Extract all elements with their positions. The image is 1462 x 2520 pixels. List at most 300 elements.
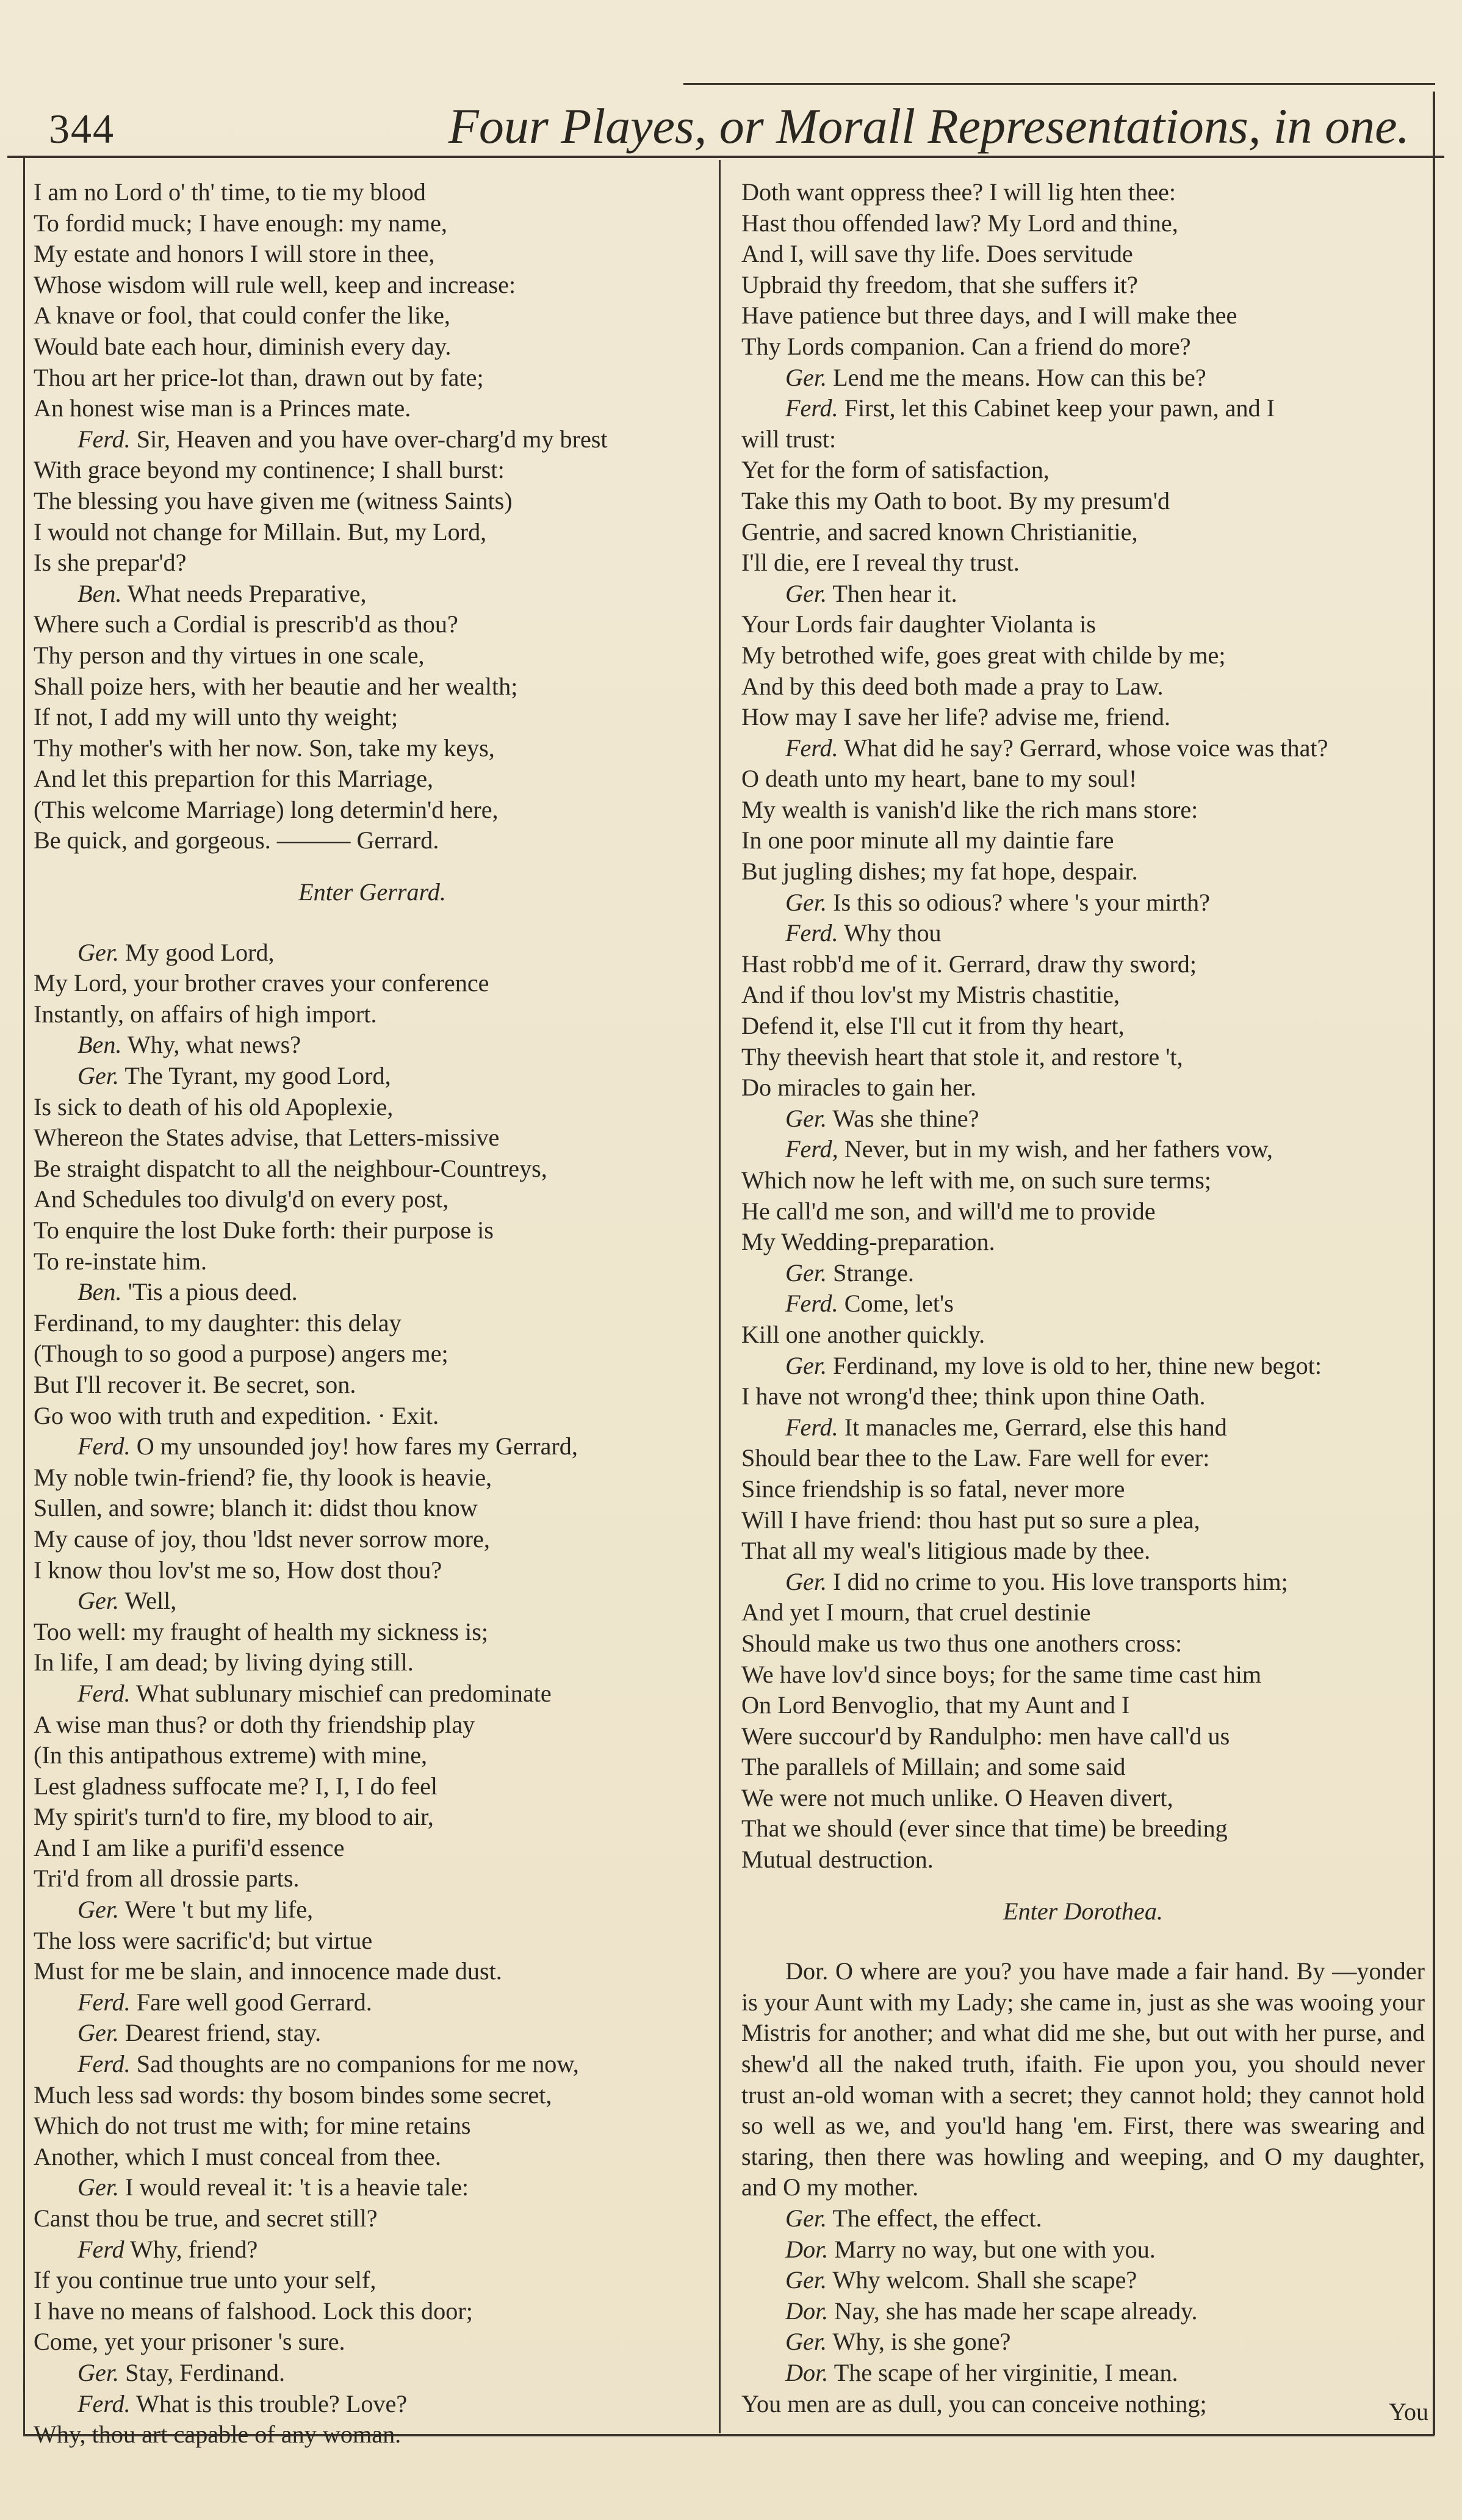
- verse-line: [34, 2142, 711, 2173]
- verse-line: [77, 579, 711, 610]
- line-text: Well,: [124, 1587, 177, 1615]
- line-text: Which do not trust me with; for mine retains: [34, 2112, 471, 2140]
- speaker-name: Ben.: [77, 1031, 122, 1059]
- verse-line: [741, 1072, 1425, 1103]
- verse-line: [785, 2234, 1425, 2265]
- verse-line: [34, 517, 711, 548]
- line-text: Go woo with truth and expedition. · Exit.: [34, 1401, 439, 1429]
- line-text: We have lov'd since boys; for the same time cast him: [741, 1660, 1262, 1688]
- verse-line: [77, 1678, 711, 1709]
- line-text: Strange.: [833, 1258, 914, 1287]
- line-text: Why welcom. Shall she scape?: [832, 2266, 1137, 2294]
- line-text: Thou art her price-lot than, drawn out by fate;: [34, 363, 484, 391]
- running-title: Four Playes, or Morall Representations, in one.: [448, 98, 1410, 154]
- verse-line: [741, 1628, 1425, 1659]
- verse-line: [741, 208, 1425, 239]
- speaker-name: Ger.: [785, 1351, 827, 1379]
- verse-line: [34, 1524, 711, 1555]
- verse-line: [77, 937, 711, 969]
- speaker-name: Ferd.: [785, 1290, 838, 1318]
- line-text: 'Tis a pious deed.: [128, 1278, 298, 1306]
- verse-line: [34, 208, 711, 239]
- speaker-name: Ferd: [77, 2235, 124, 2263]
- speaker-name: Ferd.: [77, 2050, 131, 2078]
- line-text: What needs Preparative,: [127, 579, 367, 607]
- line-text: I have no means of falshood. Lock this door;: [34, 2297, 473, 2325]
- verse-line: [34, 486, 711, 517]
- speaker-name: Ben.: [77, 579, 122, 607]
- line-text: My betrothed wife, goes great with childe by me;: [741, 641, 1226, 669]
- verse-line: [785, 1103, 1425, 1135]
- line-text: The parallels of Millain; and some said: [741, 1753, 1126, 1781]
- verse-line: [741, 671, 1425, 702]
- verse-line: [785, 1412, 1425, 1443]
- line-text: With grace beyond my continence; I shall burst:: [34, 456, 505, 484]
- line-text: Much less sad words: thy bosom bindes some secret,: [34, 2081, 552, 2109]
- verse-line: [34, 2080, 711, 2111]
- verse-line: [785, 887, 1425, 919]
- prose-paragraph: Dor. O where are you? you have made a fair hand. By —yonder is your Aunt with my Lady; she came in, just as she was wooing your Mistris for another; and what did me she, but out with her purse, and shew'd all the naked truth, ifaith. Fie upon you, you should never trust an-old woman with a secret; they cannot hold; they cannot hold so well as we, and you'ld hang 'em. First, there was swearing and staring, then there was howling and weeping, and O my daughter, and O my mother.: [741, 1957, 1425, 2201]
- line-text: Thy Lords companion. Can a friend do more?: [741, 332, 1191, 360]
- line-text: And let this prepartion for this Marriage,: [34, 765, 434, 793]
- line-text: The scape of her virginitie, I mean.: [834, 2358, 1178, 2386]
- line-text: What is this trouble? Love?: [136, 2389, 408, 2417]
- verse-line: [34, 1617, 711, 1648]
- line-text: Sad thoughts are no companions for me now,: [136, 2050, 579, 2078]
- verse-line: [77, 2018, 711, 2049]
- verse-line: [741, 1165, 1425, 1196]
- verse-line: [34, 1092, 711, 1123]
- verse-line: [34, 300, 711, 331]
- verse-line: [741, 1813, 1425, 1844]
- verse-line: [741, 486, 1425, 517]
- line-text: How may I save her life? advise me, friend.: [741, 703, 1171, 731]
- speaker-name: Ger.: [77, 1587, 120, 1615]
- line-text: Kill one another quickly.: [741, 1320, 985, 1348]
- verse-line: [741, 949, 1425, 980]
- line-text: Tri'd from all drossie parts.: [34, 1865, 300, 1893]
- line-text: The effect, the effect.: [832, 2204, 1042, 2232]
- line-text: Ferdinand, to my daughter: this delay: [34, 1309, 402, 1337]
- verse-line: [77, 1277, 711, 1308]
- line-text: O death unto my heart, bane to my soul!: [741, 765, 1137, 793]
- line-text: Canst thou be true, and secret still?: [34, 2204, 378, 2232]
- speaker-name: Dor.: [785, 2235, 829, 2263]
- speaker-name: Ger.: [785, 579, 827, 607]
- line-text: My good Lord,: [125, 938, 275, 966]
- speaker-name: Ger.: [785, 2204, 827, 2232]
- line-text: Which now he left with me, on such sure terms;: [741, 1166, 1212, 1194]
- line-text: Come, let's: [844, 1290, 954, 1318]
- verse-line: [785, 1258, 1425, 1289]
- verse-line: [741, 1443, 1425, 1474]
- verse-line: [34, 2265, 711, 2296]
- line-text: Doth want oppress thee? I will lig hten thee:: [741, 178, 1176, 206]
- line-text: The loss were sacrific'd; but virtue: [34, 1926, 373, 1954]
- line-text: To fordid muck; I have enough: my name,: [34, 209, 447, 237]
- verse-line: [785, 1288, 1425, 1320]
- line-text: A knave or fool, that could confer the like,: [34, 301, 450, 330]
- verse-line: [34, 1122, 711, 1153]
- line-text: Lend me the means. How can this be?: [833, 363, 1206, 391]
- line-text: My Lord, your brother craves your conference: [34, 969, 489, 997]
- line-text: An honest wise man is a Princes mate.: [34, 394, 411, 422]
- verse-line: [34, 1153, 711, 1185]
- line-text: Hast robb'd me of it. Gerrard, draw thy sword;: [741, 950, 1197, 978]
- verse-line: [741, 640, 1425, 671]
- line-text: But I'll recover it. Be secret, son.: [34, 1370, 356, 1398]
- line-text: Whereon the States advise, that Letters-missive: [34, 1124, 500, 1152]
- verse-line: [34, 1462, 711, 1493]
- verse-line: [741, 1505, 1425, 1536]
- verse-line: [34, 2110, 711, 2142]
- line-text: Upbraid thy freedom, that she suffers it?: [741, 270, 1138, 298]
- line-text: Yet for the form of satisfaction,: [741, 456, 1050, 484]
- verse-line: [785, 2358, 1425, 2389]
- speaker-name: Dor.: [785, 2358, 829, 2386]
- line-text: will trust:: [741, 425, 837, 453]
- line-text: You men are as dull, you can conceive nothing;: [741, 2389, 1207, 2417]
- line-text: Mutual destruction.: [741, 1846, 934, 1874]
- verse-line: [741, 609, 1425, 640]
- line-text: Since friendship is so fatal, never more: [741, 1475, 1125, 1503]
- speaker-name: Ger.: [77, 1896, 120, 1924]
- line-text: O my unsounded joy! how fares my Gerrard,: [136, 1432, 578, 1460]
- line-text: And I am like a purifi'd essence: [34, 1833, 345, 1861]
- verse-line: [741, 331, 1425, 363]
- verse-line: [34, 547, 711, 579]
- line-text: Would bate each hour, diminish every day.: [34, 332, 452, 360]
- line-text: It manacles me, Gerrard, else this hand: [844, 1413, 1227, 1441]
- verse-line: [34, 1308, 711, 1339]
- line-text: Thy mother's with her now. Son, take my keys,: [34, 734, 495, 762]
- line-text: Is sick to death of his old Apoplexie,: [34, 1092, 394, 1121]
- line-text: He call'd me son, and will'd me to provide: [741, 1197, 1156, 1225]
- verse-line: [741, 547, 1425, 579]
- verse-line: [34, 177, 711, 208]
- verse-line: [34, 455, 711, 486]
- verse-line: [741, 1721, 1425, 1752]
- speaker-name: Ger.: [785, 2266, 827, 2294]
- verse-line: [785, 1351, 1425, 1382]
- line-text: Instantly, on affairs of high import.: [34, 1000, 377, 1028]
- line-text: Sullen, and sowre; blanch it: didst thou know: [34, 1494, 478, 1522]
- verse-line: [741, 856, 1425, 887]
- line-text: What did he say? Gerrard, whose voice was that?: [844, 734, 1328, 762]
- verse-line: [34, 640, 711, 671]
- verse-line: [741, 1690, 1425, 1721]
- speaker-name: Ger.: [785, 1567, 827, 1595]
- verse-line: [77, 1061, 711, 1092]
- verse-line: [785, 2296, 1425, 2327]
- line-text: To re-instate him.: [34, 1247, 207, 1275]
- line-text: Another, which I must conceal from thee.: [34, 2142, 441, 2170]
- line-text: And by this deed both made a pray to Law.: [741, 672, 1164, 700]
- stage-direction: Enter Dorothea.: [1003, 1897, 1163, 1925]
- verse-line: [741, 1320, 1425, 1351]
- line-text: In one poor minute all my daintie fare: [741, 826, 1114, 854]
- verse-line: [77, 2172, 711, 2203]
- line-text: Have patience but three days, and I will make thee: [741, 301, 1237, 330]
- verse-line: [785, 393, 1425, 424]
- verse-line: [34, 1401, 711, 1432]
- verse-line: [34, 2296, 711, 2327]
- line-text: Ferdinand, my love is old to her, thine new begot:: [833, 1351, 1322, 1379]
- line-text: I would reveal it: 't is a heavie tale:: [125, 2173, 469, 2201]
- line-text: Gentrie, and sacred known Christianitie,: [741, 518, 1138, 546]
- speaker-name: Ferd.: [785, 1413, 838, 1441]
- line-text: Was she thine?: [832, 1104, 979, 1132]
- line-text: My wealth is vanish'd like the rich mans store:: [741, 795, 1198, 823]
- speaker-name: Ger.: [785, 888, 827, 916]
- verse-line: [34, 1184, 711, 1215]
- line-text: Be quick, and gorgeous. ——— Gerrard.: [34, 826, 439, 854]
- verse-line: [741, 424, 1425, 455]
- verse-line: [785, 1134, 1425, 1165]
- verse-line: [741, 455, 1425, 486]
- speaker-name: Ben.: [77, 1278, 122, 1306]
- verse-line: [34, 733, 711, 764]
- verse-line: [741, 1597, 1425, 1628]
- verse-line: [34, 1493, 711, 1524]
- speaker-name: Ger.: [785, 363, 827, 391]
- verse-line: [741, 764, 1425, 795]
- verse-line: [34, 363, 711, 394]
- verse-line: [34, 393, 711, 424]
- right-text-column: [741, 177, 1425, 2419]
- verse-line: [34, 671, 711, 702]
- speaker-name: Ger.: [77, 2173, 120, 2201]
- line-text: Come, yet your prisoner 's sure.: [34, 2328, 345, 2356]
- verse-line: [34, 764, 711, 795]
- verse-line: [785, 579, 1425, 610]
- stage-direction: Enter Gerrard.: [298, 878, 446, 906]
- verse-line: [77, 424, 711, 455]
- line-text: In life, I am dead; by living dying still.: [34, 1648, 414, 1677]
- line-text: Thy theevish heart that stole it, and restore 't,: [741, 1042, 1183, 1070]
- verse-line: [34, 1802, 711, 1833]
- page-number: 344: [49, 106, 115, 152]
- line-text: Nay, she has made her scape already.: [834, 2297, 1198, 2325]
- line-text: Defend it, else I'll cut it from thy heart,: [741, 1012, 1125, 1040]
- verse-line: [741, 2389, 1425, 2420]
- line-text: And Schedules too divulg'd on every post,: [34, 1185, 449, 1213]
- verse-line: [77, 2049, 711, 2080]
- line-text: Must for me be slain, and innocence made dust.: [34, 1957, 502, 1985]
- verse-line: [34, 1647, 711, 1678]
- verse-line: [741, 239, 1425, 270]
- verse-line: [741, 795, 1425, 826]
- speaker-name: Ferd.: [785, 394, 838, 422]
- verse-line: [741, 1844, 1425, 1876]
- line-text: If not, I add my will unto thy weight;: [34, 703, 398, 731]
- verse-line: [34, 1740, 711, 1771]
- speaker-name: Ger.: [785, 1258, 827, 1287]
- verse-line: [785, 2203, 1425, 2234]
- line-text: But jugling dishes; my fat hope, despair.: [741, 857, 1138, 886]
- line-text: Why, thou art capable of any woman.: [34, 2421, 402, 2449]
- verse-line: [741, 1659, 1425, 1691]
- line-text: Sir, Heaven and you have over-charg'd my brest: [136, 425, 608, 453]
- verse-line: [785, 2327, 1425, 2358]
- speaker-name: Ger.: [77, 938, 120, 966]
- line-text: And yet I mourn, that cruel destinie: [741, 1598, 1091, 1626]
- verse-line: [741, 1381, 1425, 1412]
- line-text: Too well: my fraught of health my sickness is;: [34, 1617, 488, 1645]
- line-text: (This welcome Marriage) long determin'd here,: [34, 795, 499, 823]
- line-text: Why thou: [844, 919, 942, 947]
- left-text-column: [34, 177, 711, 2450]
- verse-line: [741, 517, 1425, 548]
- verse-line: [741, 1752, 1425, 1783]
- header-rule: [7, 156, 1444, 158]
- line-text: Were succour'd by Randulpho: men have call'd us: [741, 1722, 1230, 1750]
- verse-line: [741, 825, 1425, 856]
- speaker-name: Ferd.: [77, 1679, 131, 1707]
- speaker-name: Ger.: [785, 1104, 827, 1132]
- verse-line: [741, 270, 1425, 301]
- line-text: Shall poize hers, with her beautie and her wealth;: [34, 672, 518, 700]
- verse-line: [34, 999, 711, 1030]
- verse-line: [741, 980, 1425, 1011]
- line-text: Take this my Oath to boot. By my presum'd: [741, 486, 1170, 514]
- line-text: Will I have friend: thou hast put so sure a plea,: [741, 1506, 1200, 1534]
- verse-line: [77, 2234, 711, 2265]
- verse-line: [785, 918, 1425, 949]
- line-text: Should make us two thus one anothers cross:: [741, 1629, 1183, 1657]
- speaker-name: Ferd,: [785, 1135, 838, 1163]
- verse-line: [77, 1894, 711, 1926]
- verse-line: [741, 1474, 1425, 1505]
- speaker-name: Ger.: [785, 2328, 827, 2356]
- line-text: Then hear it.: [832, 579, 957, 607]
- line-text: What sublunary mischief can predominate: [136, 1679, 552, 1707]
- verse-line: [34, 1771, 711, 1802]
- speaker-name: Ger.: [77, 2019, 120, 2047]
- line-text: I know thou lov'st me so, How dost thou?: [34, 1556, 442, 1584]
- line-text: Hast thou offended law? My Lord and thine,: [741, 209, 1178, 237]
- verse-line: [34, 702, 711, 733]
- line-text: That all my weal's litigious made by thee.: [741, 1537, 1151, 1565]
- line-text: Should bear thee to the Law. Fare well for ever:: [741, 1444, 1210, 1472]
- verse-line: [741, 1011, 1425, 1042]
- verse-line: [34, 1956, 711, 1987]
- verse-line: [34, 795, 711, 826]
- verse-line: [34, 1863, 711, 1894]
- speaker-name: Dor.: [785, 2297, 829, 2325]
- verse-line: [34, 270, 711, 301]
- line-text: I'll die, ere I reveal thy trust.: [741, 549, 1020, 577]
- line-text: Stay, Ferdinand.: [125, 2358, 286, 2386]
- line-text: Where such a Cordial is prescrib'd as thou?: [34, 610, 458, 638]
- speaker-name: Ger.: [77, 2358, 120, 2386]
- speaker-name: Ger.: [77, 1062, 120, 1090]
- column-divider: [719, 160, 721, 2433]
- line-text: Thy person and thy virtues in one scale,: [34, 641, 425, 669]
- line-text: I would not change for Millain. But, my Lord,: [34, 518, 487, 546]
- verse-line: [34, 331, 711, 363]
- line-text: My spirit's turn'd to fire, my blood to air,: [34, 1803, 434, 1831]
- line-text: First, let this Cabinet keep your pawn, and I: [844, 394, 1275, 422]
- line-text: On Lord Benvoglio, that my Aunt and I: [741, 1691, 1130, 1719]
- line-text: And I, will save thy life. Does servitude: [741, 240, 1133, 268]
- speaker-name: Ferd.: [785, 919, 838, 947]
- left-border: [23, 157, 25, 2436]
- verse-line: [77, 1586, 711, 1617]
- verse-line: [741, 1227, 1425, 1258]
- verse-line: [741, 1042, 1425, 1073]
- verse-line: [34, 825, 711, 856]
- line-text: I did no crime to you. His love transports him;: [833, 1567, 1288, 1595]
- verse-line: [34, 968, 711, 999]
- line-text: Why, what news?: [127, 1031, 301, 1059]
- verse-line: [34, 1370, 711, 1401]
- verse-line: [741, 177, 1425, 208]
- speaker-name: Ferd.: [77, 1432, 131, 1460]
- line-text: I have not wrong'd thee; think upon thine Oath.: [741, 1382, 1206, 1410]
- verse-line: [34, 1338, 711, 1370]
- verse-line: [741, 1783, 1425, 1814]
- line-text: Dearest friend, stay.: [125, 2019, 322, 2047]
- line-text: We were not much unlike. O Heaven divert,: [741, 1783, 1173, 1811]
- line-text: Do miracles to gain her.: [741, 1074, 977, 1102]
- verse-line: [34, 2419, 711, 2450]
- line-text: Is this so odious? where 's your mirth?: [833, 888, 1210, 916]
- verse-line: [741, 300, 1425, 331]
- verse-line: [34, 1833, 711, 1864]
- verse-line: [34, 239, 711, 270]
- line-text: Fare well good Gerrard.: [136, 1988, 372, 2016]
- line-text: The Tyrant, my good Lord,: [124, 1062, 391, 1090]
- line-text: Were 't but my life,: [124, 1896, 314, 1924]
- verse-line: [34, 1246, 711, 1277]
- line-text: My Wedding-preparation.: [741, 1228, 995, 1256]
- verse-line: [34, 1215, 711, 1246]
- line-text: That we should (ever since that time) be breeding: [741, 1814, 1228, 1843]
- line-text: Is she prepar'd?: [34, 549, 187, 577]
- verse-line: [34, 2327, 711, 2358]
- verse-line: [34, 609, 711, 640]
- line-text: To enquire the lost Duke forth: their purpose is: [34, 1216, 494, 1244]
- line-text: If you continue true unto your self,: [34, 2266, 376, 2294]
- verse-line: [34, 1709, 711, 1741]
- line-text: My cause of joy, thou 'ldst never sorrow more,: [34, 1525, 490, 1553]
- verse-line: [741, 1196, 1425, 1227]
- line-text: A wise man thus? or doth thy friendship play: [34, 1710, 475, 1738]
- line-text: Why, is she gone?: [832, 2328, 1011, 2356]
- page-header: [24, 92, 1428, 159]
- verse-line: [741, 702, 1425, 733]
- line-text: My noble twin-friend? fie, thy loook is heavie,: [34, 1463, 492, 1491]
- speaker-name: Ferd.: [77, 2389, 131, 2417]
- verse-line: [77, 1030, 711, 1061]
- verse-line: [785, 1567, 1425, 1598]
- speaker-name: Ferd.: [785, 734, 838, 762]
- verse-line: [34, 1926, 711, 1957]
- line-text: Whose wisdom will rule well, keep and increase:: [34, 270, 516, 298]
- verse-line: [34, 1555, 711, 1586]
- line-text: Marry no way, but one with you.: [834, 2235, 1156, 2263]
- verse-line: [741, 1536, 1425, 1567]
- verse-line: [785, 2265, 1425, 2296]
- verse-line: [785, 733, 1425, 764]
- line-text: I am no Lord o' th' time, to tie my blood: [34, 178, 426, 206]
- line-text: Never, but in my wish, and her fathers vow,: [844, 1135, 1273, 1163]
- line-text: Be straight dispatcht to all the neighbour-Countreys,: [34, 1154, 547, 1182]
- line-text: Why, friend?: [129, 2235, 258, 2263]
- line-text: Lest gladness suffocate me? I, I, I do feel: [34, 1772, 438, 1800]
- line-text: (Though to so good a purpose) angers me;: [34, 1340, 448, 1368]
